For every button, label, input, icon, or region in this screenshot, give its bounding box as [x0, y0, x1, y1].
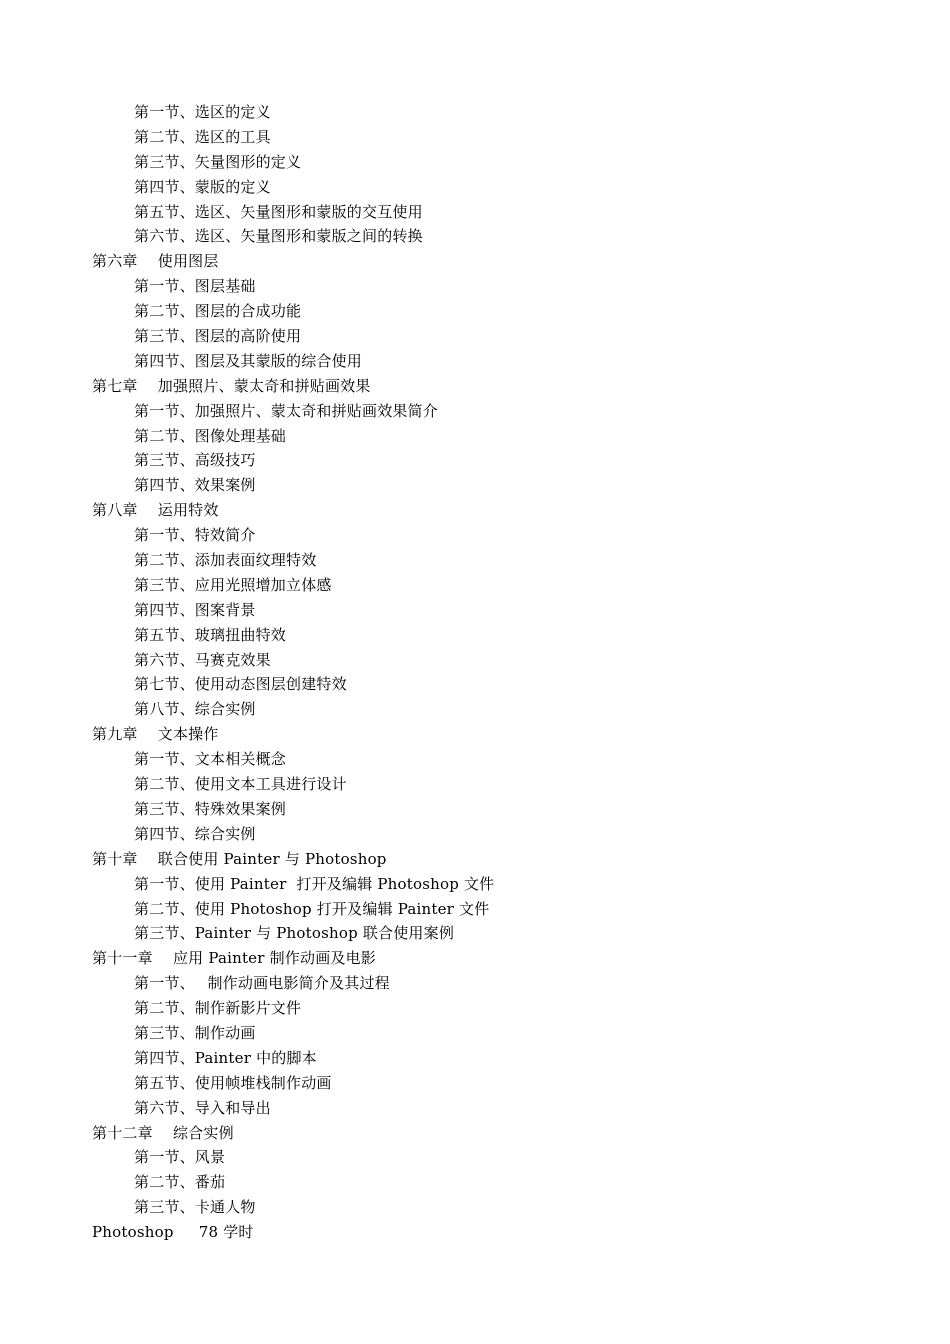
- section-item: 第二节、番茄: [134, 1173, 226, 1192]
- section-item: 第一节、特效简介: [134, 526, 256, 545]
- section-item: 第三节、图层的高阶使用: [134, 327, 302, 346]
- section-item: 第三节、矢量图形的定义: [134, 152, 302, 171]
- section-item: 第二节、图层的合成功能: [134, 302, 302, 321]
- section-item: 第一节、选区的定义: [134, 103, 271, 121]
- section-item: 第三节、Painter 与 Photoshop 联合使用案例: [134, 924, 455, 943]
- section-item: 第二节、图像处理基础: [134, 426, 287, 445]
- section-item: 第三节、高级技巧: [134, 451, 256, 470]
- section-item: 第二节、制作新影片文件: [134, 999, 302, 1018]
- section-item: 第一节、加强照片、蒙太奇和拼贴画效果简介: [134, 401, 439, 420]
- section-item: 第五节、玻璃扭曲特效: [134, 625, 287, 644]
- section-item: 第一节、风景: [134, 1148, 226, 1167]
- section-item: 第四节、综合实例: [134, 824, 256, 843]
- section-item: 第四节、Painter 中的脚本: [134, 1048, 317, 1067]
- course-hours-line: Photoshop 78 学时: [92, 1223, 254, 1242]
- chapter-heading: 第十章 联合使用 Painter 与 Photoshop: [92, 849, 387, 868]
- chapter-heading: 第十二章 综合实例: [92, 1123, 234, 1142]
- section-item: 第四节、效果案例: [134, 476, 256, 495]
- section-item: 第三节、制作动画: [134, 1023, 256, 1042]
- section-item: 第四节、图层及其蒙版的综合使用: [134, 351, 363, 370]
- section-item: 第四节、图案背景: [134, 600, 256, 619]
- course-outline: [0, 100, 950, 1245]
- chapter-heading: 第七章 加强照片、蒙太奇和拼贴画效果: [92, 376, 371, 395]
- section-item: 第五节、使用帧堆栈制作动画: [134, 1073, 332, 1092]
- section-item: 第一节、文本相关概念: [134, 750, 287, 769]
- section-item: 第三节、卡通人物: [134, 1198, 256, 1217]
- section-item: 第六节、马赛克效果: [134, 650, 271, 669]
- section-item: 第二节、使用文本工具进行设计: [134, 775, 347, 794]
- chapter-heading: 第十一章 应用 Painter 制作动画及电影: [92, 949, 377, 968]
- section-item: 第三节、特殊效果案例: [134, 799, 287, 818]
- chapter-heading: 第九章 文本操作: [92, 725, 219, 744]
- section-item: 第一节、图层基础: [134, 277, 256, 296]
- section-item: 第六节、选区、矢量图形和蒙版之间的转换: [134, 227, 423, 246]
- section-item: 第二节、选区的工具: [134, 127, 271, 146]
- section-item: 第七节、使用动态图层创建特效: [134, 675, 347, 694]
- section-item: 第二节、使用 Photoshop 打开及编辑 Painter 文件: [134, 899, 490, 918]
- section-item: 第一节、使用 Painter 打开及编辑 Photoshop 文件: [134, 874, 495, 893]
- section-item: 第四节、蒙版的定义: [134, 177, 271, 196]
- section-item: 第三节、应用光照增加立体感: [134, 575, 332, 594]
- section-item: 第六节、导入和导出: [134, 1098, 271, 1117]
- section-item: 第八节、综合实例: [134, 700, 256, 719]
- chapter-heading: 第八章 运用特效: [92, 501, 219, 520]
- section-item: 第五节、选区、矢量图形和蒙版的交互使用: [134, 202, 423, 221]
- section-item: 第二节、添加表面纹理特效: [134, 551, 317, 570]
- chapter-heading: 第六章 使用图层: [92, 252, 219, 271]
- section-item: 第一节、 制作动画电影简介及其过程: [134, 974, 390, 993]
